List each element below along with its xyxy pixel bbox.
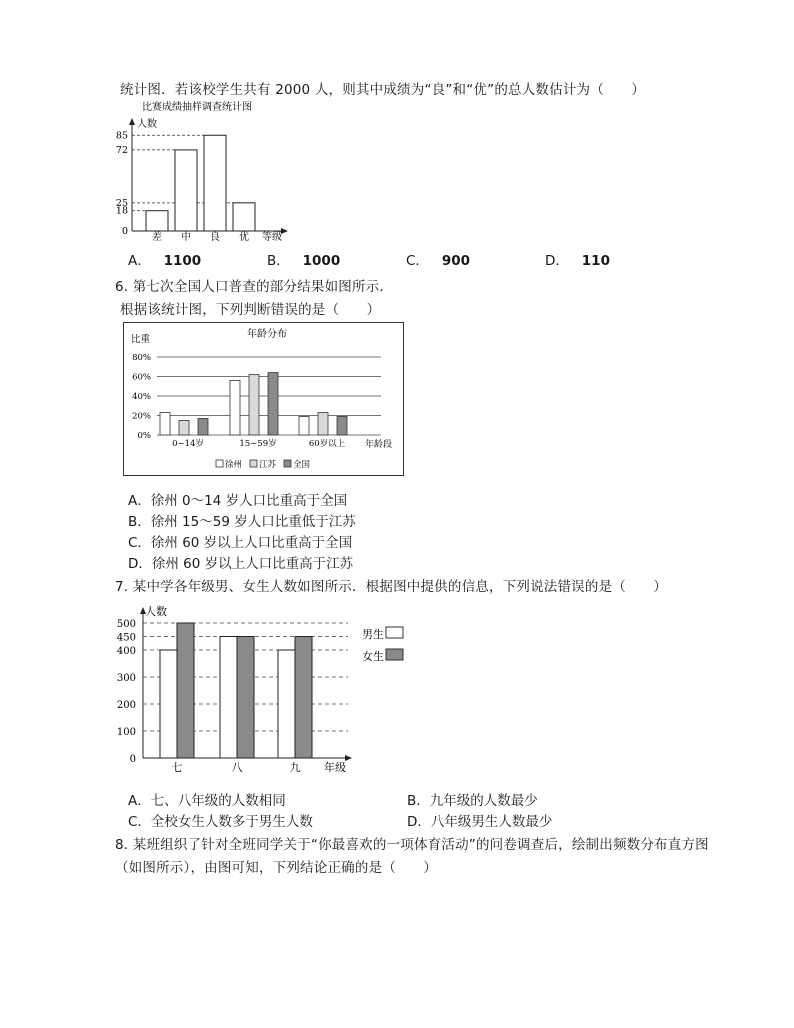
chart2-title: 年龄分布	[247, 329, 287, 340]
q8-stem-2: （如图所示），由图可知，下列结论正确的是（ ）	[115, 860, 438, 876]
bar-男生-七	[160, 650, 177, 758]
y-tick-label: 400	[116, 646, 136, 657]
bar-男生-八	[220, 637, 237, 759]
q7-option-a[interactable]: A．七、八年级的人数相同	[128, 793, 286, 809]
y-tick-label: 0%	[137, 431, 151, 441]
bar-女生-九	[295, 637, 312, 759]
chart1-ylabel: 人数	[137, 119, 157, 130]
y-tick-label: 300	[116, 673, 136, 684]
y-tick-label: 25	[115, 197, 128, 209]
legend-label-jiangsu: 江苏	[259, 460, 277, 470]
bar-江苏-0~14岁	[179, 420, 189, 435]
x-tick-label: 九	[289, 761, 301, 774]
legend-swatch-girls	[386, 649, 403, 660]
chart2-legend	[216, 459, 311, 470]
x-tick-label: 60岁以上	[308, 439, 346, 449]
option-label: C．	[406, 253, 429, 269]
y-tick-label: 100	[116, 727, 136, 738]
y-tick-label: 80%	[132, 353, 151, 363]
y-tick-label: 500	[116, 619, 136, 630]
x-tick-label: 差	[152, 232, 162, 243]
x-tick-label: 优	[239, 232, 249, 243]
chart3-xlabel: 年级	[324, 761, 346, 774]
legend-swatch-boys	[386, 627, 403, 638]
y-tick-label: 60%	[132, 372, 151, 383]
chart-gender-bar	[110, 598, 410, 778]
option-label: B．	[267, 253, 290, 269]
q7-option-b[interactable]: B．九年级的人数最少	[407, 793, 538, 809]
option-label: A．	[128, 253, 151, 269]
chart2-ylabel: 比重	[131, 334, 151, 345]
y-tick-label: 40%	[132, 392, 151, 402]
q6-option-b[interactable]: B．徐州 15～59 岁人口比重低于江苏	[128, 514, 356, 530]
x-tick-label: 良	[210, 232, 220, 243]
x-tick-label: 0~14岁	[172, 439, 204, 449]
bar-徐州-15~59岁	[230, 380, 240, 435]
x-tick-label: 七	[171, 761, 183, 774]
y-tick-label: 72	[115, 144, 128, 156]
bar-男生-九	[278, 650, 295, 758]
legend-swatch-national	[284, 460, 291, 467]
x-tick-label: 中	[181, 232, 191, 243]
y-tick-label: 18	[115, 205, 128, 217]
bar-女生-八	[237, 637, 254, 759]
q6-option-a[interactable]: A．徐州 0～14 岁人口比重高于全国	[128, 493, 348, 509]
q7-option-d[interactable]: D．八年级男生人数最少	[407, 814, 553, 830]
bar-优	[233, 203, 255, 231]
bar-全国-60岁以上	[337, 416, 347, 435]
chart3-legend	[362, 627, 403, 663]
bar-全国-0~14岁	[198, 418, 208, 435]
bar-差	[146, 211, 168, 231]
x-tick-label: 八	[231, 761, 243, 774]
bar-徐州-60岁以上	[299, 416, 309, 435]
q6-option-d[interactable]: D．徐州 60 岁以上人口比重高于江苏	[128, 556, 354, 572]
q6-option-c[interactable]: C．徐州 60 岁以上人口比重高于全国	[128, 535, 353, 551]
q5-option-a[interactable]	[128, 249, 201, 269]
chart-grade-bar	[112, 96, 312, 246]
q5-stem: 统计图．若该校学生共有 2000 人，则其中成绩为“良”和“优”的总人数估计为（ ）	[120, 82, 646, 98]
option-label: D．	[545, 253, 569, 269]
q6-stem-1: 6. 第七次全国人口普查的部分结果如图所示．	[115, 279, 394, 295]
y-tick-label: 0	[129, 754, 136, 765]
chart-age-bar	[123, 322, 404, 476]
bar-江苏-60岁以上	[318, 413, 328, 435]
option-value: 1000	[302, 253, 341, 269]
option-value: 110	[581, 253, 610, 269]
legend-label-national: 全国	[293, 460, 311, 470]
q7-stem: 7. 某中学各年级男、女生人数如图所示．根据图中提供的信息，下列说法错误的是（ ）	[115, 579, 668, 595]
chart1-xlabel: 等级	[262, 232, 282, 243]
option-value: 900	[441, 253, 470, 269]
bar-徐州-0~14岁	[160, 413, 170, 435]
bar-良	[204, 135, 226, 231]
chart1-title: 比赛成绩抽样调查统计图	[142, 102, 252, 113]
legend-swatch-xuzhou	[216, 460, 223, 467]
y-tick-label: 20%	[132, 411, 151, 422]
q5-option-b[interactable]	[267, 249, 340, 269]
y-tick-label: 85	[115, 130, 128, 142]
q8-stem-1: 8. 某班组织了针对全班同学关于“你最喜欢的一项体育活动”的问卷调查后，绘制出频数分布直方图	[115, 837, 709, 853]
q5-option-d[interactable]	[545, 249, 610, 269]
bar-全国-15~59岁	[268, 373, 278, 435]
legend-label-xuzhou: 徐州	[225, 460, 243, 470]
y-tick-label: 450	[116, 632, 136, 644]
bar-女生-七	[177, 623, 194, 758]
option-value: 1100	[163, 253, 202, 269]
bar-中	[175, 150, 197, 231]
y-tick-label: 200	[116, 700, 136, 711]
chart2-xlabel: 年龄段	[365, 440, 393, 450]
q5-option-c[interactable]	[406, 249, 470, 269]
chart3-ylabel: 人数	[145, 605, 167, 618]
bar-江苏-15~59岁	[249, 375, 259, 435]
legend-label-girls: 女生	[362, 650, 384, 663]
legend-swatch-jiangsu	[250, 460, 257, 467]
q6-stem-2: 根据该统计图，下列判断错误的是（ ）	[120, 302, 381, 318]
legend-label-boys: 男生	[362, 628, 384, 641]
y-tick-label: 0	[121, 226, 128, 237]
q7-option-c[interactable]: C．全校女生人数多于男生人数	[128, 814, 313, 830]
x-tick-label: 15~59岁	[239, 439, 277, 449]
